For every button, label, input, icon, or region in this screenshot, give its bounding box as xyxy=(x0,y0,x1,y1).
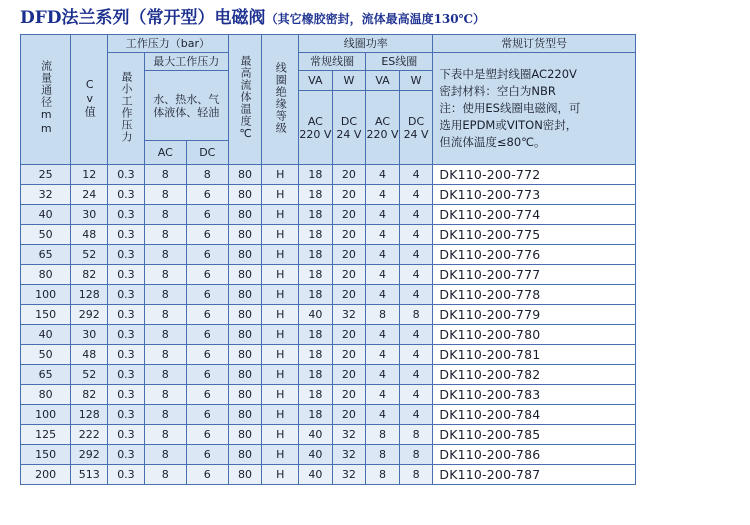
table-row xyxy=(21,445,636,465)
ac-pressure-cell: 8 xyxy=(144,185,186,205)
ac-pressure-cell: 8 xyxy=(144,245,186,265)
header-max-pressure: 最大工作压力 xyxy=(144,53,228,71)
ac-pressure-cell: 8 xyxy=(144,385,186,405)
min-pressure-cell: 0.3 xyxy=(108,305,145,325)
es-w-cell: 4 xyxy=(399,185,433,205)
table-row xyxy=(21,225,636,245)
table-row xyxy=(21,365,636,385)
header-working-pressure: 工作压力（bar） xyxy=(108,35,229,53)
es-va-cell: 8 xyxy=(366,425,400,445)
std-va-cell: 18 xyxy=(299,165,333,185)
header-std-w: W xyxy=(332,71,366,91)
es-w-cell: 4 xyxy=(399,325,433,345)
model-number-cell: DK110-200-775 xyxy=(433,225,636,245)
table-row xyxy=(21,405,636,425)
std-va-cell: 18 xyxy=(299,265,333,285)
std-va-cell: 18 xyxy=(299,205,333,225)
header-pressure-dc: DC xyxy=(186,141,228,165)
es-va-cell: 4 xyxy=(366,185,400,205)
min-pressure-cell: 0.3 xyxy=(108,445,145,465)
insulation-cell: H xyxy=(262,185,299,205)
es-va-cell: 4 xyxy=(366,245,400,265)
table-row xyxy=(21,325,636,345)
insulation-cell: H xyxy=(262,225,299,245)
insulation-cell: H xyxy=(262,445,299,465)
cv-cell: 24 xyxy=(71,185,108,205)
ac-pressure-cell: 8 xyxy=(144,165,186,185)
es-va-cell: 4 xyxy=(366,225,400,245)
ac-pressure-cell: 8 xyxy=(144,225,186,245)
table-row xyxy=(21,305,636,325)
std-w-cell: 20 xyxy=(332,265,366,285)
max-temp-cell: 80 xyxy=(228,245,262,265)
cv-cell: 52 xyxy=(71,245,108,265)
model-number-cell: DK110-200-784 xyxy=(433,405,636,425)
table-row xyxy=(21,185,636,205)
std-va-cell: 18 xyxy=(299,225,333,245)
std-va-cell: 18 xyxy=(299,325,333,345)
max-temp-cell: 80 xyxy=(228,465,262,485)
dc-pressure-cell: 6 xyxy=(186,345,228,365)
max-temp-cell: 80 xyxy=(228,185,262,205)
dn-cell: 100 xyxy=(21,405,71,425)
insulation-cell: H xyxy=(262,365,299,385)
dc-pressure-cell: 6 xyxy=(186,365,228,385)
min-pressure-cell: 0.3 xyxy=(108,465,145,485)
header-es-w: W xyxy=(399,71,433,91)
dn-cell: 150 xyxy=(21,305,71,325)
es-w-cell: 4 xyxy=(399,245,433,265)
header-es-ac220: AC 220 V xyxy=(366,91,400,165)
min-pressure-cell: 0.3 xyxy=(108,345,145,365)
cv-cell: 292 xyxy=(71,305,108,325)
max-temp-cell: 80 xyxy=(228,365,262,385)
max-temp-cell: 80 xyxy=(228,225,262,245)
dn-cell: 65 xyxy=(21,365,71,385)
cv-cell: 48 xyxy=(71,345,108,365)
es-w-cell: 8 xyxy=(399,305,433,325)
model-number-cell: DK110-200-776 xyxy=(433,245,636,265)
std-w-cell: 20 xyxy=(332,325,366,345)
std-w-cell: 20 xyxy=(332,405,366,425)
note-line: 密封材料：空白为NBR xyxy=(439,84,556,98)
cv-cell: 30 xyxy=(71,205,108,225)
spec-table xyxy=(20,34,636,485)
dc-pressure-cell: 6 xyxy=(186,285,228,305)
table-row xyxy=(21,345,636,365)
model-number-cell: DK110-200-787 xyxy=(433,465,636,485)
dn-cell: 80 xyxy=(21,385,71,405)
dc-pressure-cell: 6 xyxy=(186,245,228,265)
min-pressure-cell: 0.3 xyxy=(108,265,145,285)
model-number-cell: DK110-200-785 xyxy=(433,425,636,445)
es-w-cell: 4 xyxy=(399,405,433,425)
insulation-cell: H xyxy=(262,245,299,265)
std-va-cell: 18 xyxy=(299,285,333,305)
es-va-cell: 4 xyxy=(366,285,400,305)
std-w-cell: 32 xyxy=(332,425,366,445)
es-va-cell: 8 xyxy=(366,305,400,325)
model-number-cell: DK110-200-783 xyxy=(433,385,636,405)
es-w-cell: 8 xyxy=(399,445,433,465)
header-media: 水、热水、气体液体、轻油 xyxy=(144,71,228,141)
header-es-dc24: DC 24 V xyxy=(399,91,433,165)
dn-cell: 125 xyxy=(21,425,71,445)
header-es-coil: ES线圈 xyxy=(366,53,433,71)
insulation-cell: H xyxy=(262,165,299,185)
max-temp-cell: 80 xyxy=(228,305,262,325)
min-pressure-cell: 0.3 xyxy=(108,225,145,245)
std-w-cell: 32 xyxy=(332,445,366,465)
std-va-cell: 40 xyxy=(299,305,333,325)
model-number-cell: DK110-200-777 xyxy=(433,265,636,285)
es-va-cell: 4 xyxy=(366,205,400,225)
dc-pressure-cell: 6 xyxy=(186,185,228,205)
std-va-cell: 18 xyxy=(299,405,333,425)
note-line: 下表中是塑封线圈AC220V xyxy=(439,67,577,81)
min-pressure-cell: 0.3 xyxy=(108,365,145,385)
note-line: 注：使用ES线圈电磁阀，可 xyxy=(439,101,581,115)
max-temp-cell: 80 xyxy=(228,405,262,425)
model-number-cell: DK110-200-779 xyxy=(433,305,636,325)
dn-cell: 100 xyxy=(21,285,71,305)
header-std-coil: 常规线圈 xyxy=(299,53,366,71)
title-sub: （其它橡胶密封，流体最高温度130℃） xyxy=(265,12,485,26)
model-number-cell: DK110-200-780 xyxy=(433,325,636,345)
es-w-cell: 4 xyxy=(399,165,433,185)
std-w-cell: 32 xyxy=(332,305,366,325)
dn-cell: 40 xyxy=(21,205,71,225)
min-pressure-cell: 0.3 xyxy=(108,325,145,345)
cv-cell: 128 xyxy=(71,285,108,305)
std-va-cell: 18 xyxy=(299,245,333,265)
es-va-cell: 4 xyxy=(366,325,400,345)
insulation-cell: H xyxy=(262,345,299,365)
dn-cell: 65 xyxy=(21,245,71,265)
header-max-temp: 最高流体温度℃ xyxy=(228,35,262,165)
es-va-cell: 4 xyxy=(366,165,400,185)
cv-cell: 128 xyxy=(71,405,108,425)
insulation-cell: H xyxy=(262,205,299,225)
table-row xyxy=(21,165,636,185)
ac-pressure-cell: 8 xyxy=(144,285,186,305)
cv-cell: 52 xyxy=(71,365,108,385)
dn-cell: 200 xyxy=(21,465,71,485)
max-temp-cell: 80 xyxy=(228,205,262,225)
header-insulation: 线圈绝缘等级 xyxy=(262,35,299,165)
table-row xyxy=(21,465,636,485)
ac-pressure-cell: 8 xyxy=(144,405,186,425)
header-std-ac220: AC 220 V xyxy=(299,91,333,165)
table-row xyxy=(21,425,636,445)
model-number-cell: DK110-200-781 xyxy=(433,345,636,365)
min-pressure-cell: 0.3 xyxy=(108,385,145,405)
insulation-cell: H xyxy=(262,465,299,485)
dn-cell: 50 xyxy=(21,345,71,365)
dn-cell: 150 xyxy=(21,445,71,465)
min-pressure-cell: 0.3 xyxy=(108,185,145,205)
table-header xyxy=(21,35,636,165)
model-number-cell: DK110-200-773 xyxy=(433,185,636,205)
dc-pressure-cell: 6 xyxy=(186,205,228,225)
insulation-cell: H xyxy=(262,385,299,405)
insulation-cell: H xyxy=(262,425,299,445)
max-temp-cell: 80 xyxy=(228,345,262,365)
insulation-cell: H xyxy=(262,285,299,305)
insulation-cell: H xyxy=(262,305,299,325)
dn-cell: 32 xyxy=(21,185,71,205)
ac-pressure-cell: 8 xyxy=(144,205,186,225)
es-w-cell: 8 xyxy=(399,465,433,485)
title-main: DFD法兰系列（常开型）电磁阀 xyxy=(20,8,266,28)
min-pressure-cell: 0.3 xyxy=(108,425,145,445)
header-min-pressure: 最小工作压力 xyxy=(108,53,145,165)
es-va-cell: 4 xyxy=(366,265,400,285)
page-title xyxy=(20,4,485,32)
note-line: 选用EPDM或VITON密封， xyxy=(439,118,578,132)
model-number-cell: DK110-200-778 xyxy=(433,285,636,305)
min-pressure-cell: 0.3 xyxy=(108,405,145,425)
ac-pressure-cell: 8 xyxy=(144,305,186,325)
ac-pressure-cell: 8 xyxy=(144,425,186,445)
cv-cell: 48 xyxy=(71,225,108,245)
dn-cell: 40 xyxy=(21,325,71,345)
cv-cell: 12 xyxy=(71,165,108,185)
min-pressure-cell: 0.3 xyxy=(108,205,145,225)
header-std-dc24: DC 24 V xyxy=(332,91,366,165)
es-w-cell: 4 xyxy=(399,205,433,225)
std-va-cell: 18 xyxy=(299,345,333,365)
dc-pressure-cell: 6 xyxy=(186,305,228,325)
std-w-cell: 20 xyxy=(332,365,366,385)
dc-pressure-cell: 6 xyxy=(186,225,228,245)
cv-cell: 292 xyxy=(71,445,108,465)
es-w-cell: 4 xyxy=(399,345,433,365)
min-pressure-cell: 0.3 xyxy=(108,245,145,265)
model-number-cell: DK110-200-774 xyxy=(433,205,636,225)
es-w-cell: 8 xyxy=(399,425,433,445)
max-temp-cell: 80 xyxy=(228,285,262,305)
std-w-cell: 20 xyxy=(332,205,366,225)
header-pressure-ac: AC xyxy=(144,141,186,165)
ac-pressure-cell: 8 xyxy=(144,465,186,485)
ac-pressure-cell: 8 xyxy=(144,325,186,345)
std-va-cell: 40 xyxy=(299,425,333,445)
ac-pressure-cell: 8 xyxy=(144,345,186,365)
ac-pressure-cell: 8 xyxy=(144,365,186,385)
table-row xyxy=(21,265,636,285)
std-w-cell: 20 xyxy=(332,225,366,245)
dc-pressure-cell: 6 xyxy=(186,265,228,285)
es-va-cell: 4 xyxy=(366,345,400,365)
model-number-cell: DK110-200-772 xyxy=(433,165,636,185)
es-va-cell: 4 xyxy=(366,385,400,405)
es-w-cell: 4 xyxy=(399,285,433,305)
max-temp-cell: 80 xyxy=(228,445,262,465)
max-temp-cell: 80 xyxy=(228,165,262,185)
dn-cell: 80 xyxy=(21,265,71,285)
dc-pressure-cell: 6 xyxy=(186,385,228,405)
ordering-note xyxy=(433,53,636,165)
es-va-cell: 8 xyxy=(366,465,400,485)
es-w-cell: 4 xyxy=(399,385,433,405)
table-row xyxy=(21,385,636,405)
model-number-cell: DK110-200-782 xyxy=(433,365,636,385)
max-temp-cell: 80 xyxy=(228,325,262,345)
std-va-cell: 18 xyxy=(299,385,333,405)
es-w-cell: 4 xyxy=(399,225,433,245)
dc-pressure-cell: 6 xyxy=(186,405,228,425)
max-temp-cell: 80 xyxy=(228,425,262,445)
es-w-cell: 4 xyxy=(399,365,433,385)
dn-cell: 50 xyxy=(21,225,71,245)
std-w-cell: 20 xyxy=(332,385,366,405)
min-pressure-cell: 0.3 xyxy=(108,165,145,185)
note-line: 但流体温度≤80℃。 xyxy=(439,135,546,149)
table-body xyxy=(21,165,636,485)
std-w-cell: 20 xyxy=(332,245,366,265)
max-temp-cell: 80 xyxy=(228,265,262,285)
min-pressure-cell: 0.3 xyxy=(108,285,145,305)
model-number-cell: DK110-200-786 xyxy=(433,445,636,465)
dc-pressure-cell: 6 xyxy=(186,465,228,485)
dc-pressure-cell: 8 xyxy=(186,165,228,185)
cv-cell: 82 xyxy=(71,385,108,405)
table-row xyxy=(21,245,636,265)
insulation-cell: H xyxy=(262,265,299,285)
header-es-va: VA xyxy=(366,71,400,91)
cv-cell: 30 xyxy=(71,325,108,345)
dc-pressure-cell: 6 xyxy=(186,425,228,445)
dn-cell: 25 xyxy=(21,165,71,185)
es-va-cell: 4 xyxy=(366,405,400,425)
ac-pressure-cell: 8 xyxy=(144,445,186,465)
std-va-cell: 40 xyxy=(299,445,333,465)
std-va-cell: 18 xyxy=(299,365,333,385)
max-temp-cell: 80 xyxy=(228,385,262,405)
dc-pressure-cell: 6 xyxy=(186,445,228,465)
cv-cell: 513 xyxy=(71,465,108,485)
std-w-cell: 20 xyxy=(332,285,366,305)
insulation-cell: H xyxy=(262,405,299,425)
header-stock-model: 常规订货型号 xyxy=(433,35,636,53)
cv-cell: 82 xyxy=(71,265,108,285)
std-va-cell: 18 xyxy=(299,185,333,205)
std-va-cell: 40 xyxy=(299,465,333,485)
cv-cell: 222 xyxy=(71,425,108,445)
es-va-cell: 8 xyxy=(366,445,400,465)
std-w-cell: 20 xyxy=(332,185,366,205)
header-cv: Cv值 xyxy=(71,35,108,165)
insulation-cell: H xyxy=(262,325,299,345)
dc-pressure-cell: 6 xyxy=(186,325,228,345)
table-row xyxy=(21,205,636,225)
std-w-cell: 32 xyxy=(332,465,366,485)
ac-pressure-cell: 8 xyxy=(144,265,186,285)
header-std-va: VA xyxy=(299,71,333,91)
std-w-cell: 20 xyxy=(332,345,366,365)
header-coil-power: 线圈功率 xyxy=(299,35,433,53)
es-w-cell: 4 xyxy=(399,265,433,285)
table-row xyxy=(21,285,636,305)
es-va-cell: 4 xyxy=(366,365,400,385)
std-w-cell: 20 xyxy=(332,165,366,185)
header-diameter: 流量通径mm xyxy=(21,35,71,165)
